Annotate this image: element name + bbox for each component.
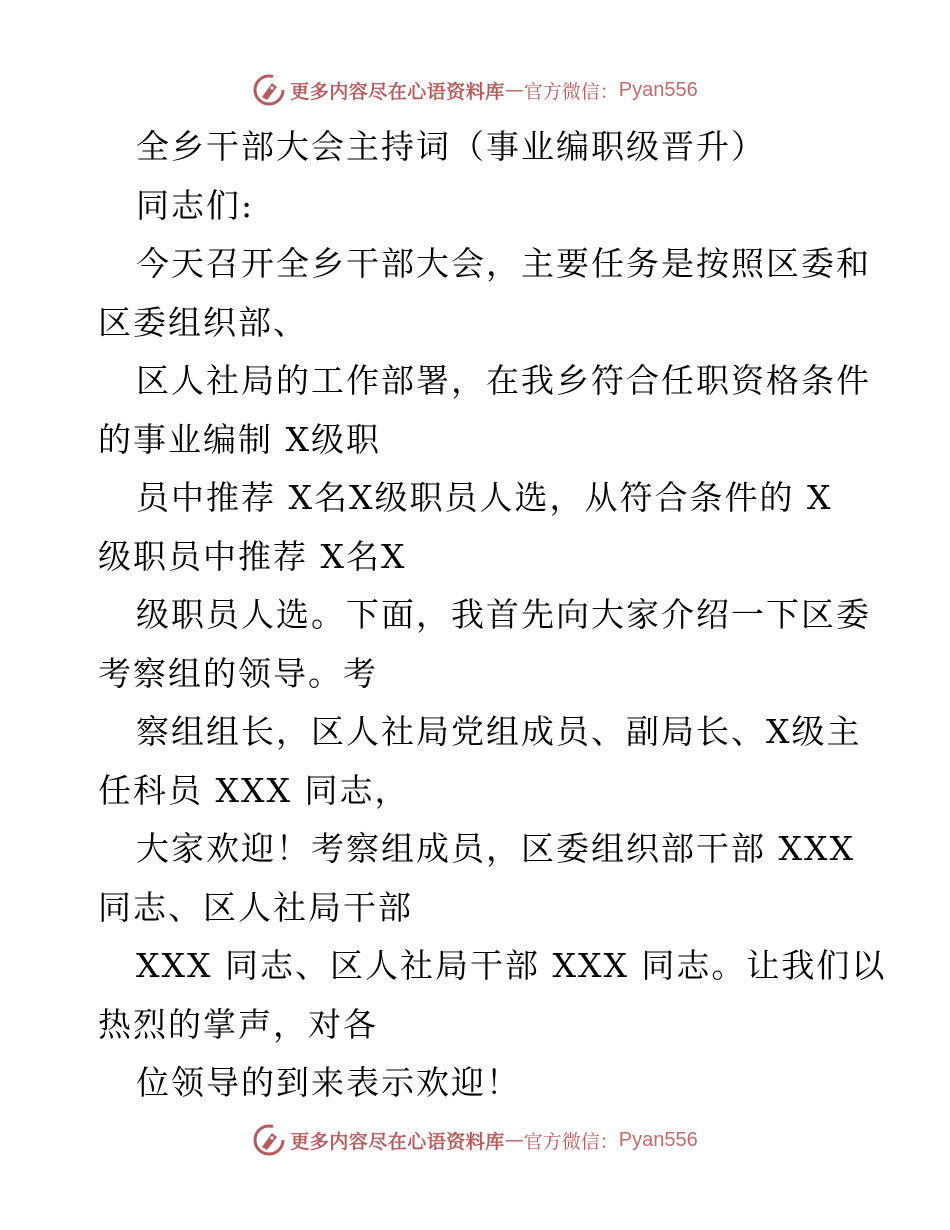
paragraph-line: 位领导的到来表示欢迎！ — [136, 1063, 521, 1102]
paragraph-line: 的事业编制 X级职 — [98, 419, 381, 459]
paragraph-line: 热烈的掌声，对各 — [98, 1004, 378, 1044]
paragraph-line: XXX 同志、区人社局干部 XXX 同志。让我们以 — [136, 946, 887, 985]
watermark-text: 更多内容尽在心语资料库 — [290, 1130, 505, 1153]
paragraph-line: 员中推荐 X名X级职员人选，从符合条件的 X — [136, 478, 833, 517]
watermark-separator: — — [504, 1129, 524, 1151]
paragraph-line: 大家欢迎！考察组成员，区委组织部干部 XXX — [136, 829, 855, 868]
watermark-wechat-label: 官方微信： — [523, 80, 619, 103]
document-lines — [98, 177, 887, 1113]
paragraph-line: 今天召开全乡干部大会，主要任务是按照区委和 — [136, 244, 871, 283]
watermark-wechat-label: 官方微信： — [523, 1130, 619, 1153]
watermark-wechat-id: Pyan556 — [618, 78, 698, 101]
document-body — [98, 118, 887, 1113]
document-title: 全乡干部大会主持词（事业编职级晋升） — [136, 127, 766, 166]
paragraph-line: 区人社局的工作部署，在我乡符合任职资格条件 — [136, 361, 871, 400]
footer-watermark — [0, 1120, 950, 1160]
paragraph-line: 同志、区人社局干部 — [98, 887, 413, 927]
paragraph-line: 考察组的领导。考 — [98, 653, 378, 693]
paragraph-line: 察组组长，区人社局党组成员、副局长、X级主 — [136, 712, 862, 751]
paragraph-line: 级职员中推荐 X名X — [98, 536, 407, 576]
paragraph-line: 任科员 XXX 同志， — [98, 770, 410, 810]
pen-nib-logo-icon — [252, 73, 286, 107]
paragraph-line: 区委组织部、 — [98, 302, 308, 342]
header-watermark — [0, 70, 950, 110]
paragraph-line: 级职员人选。下面，我首先向大家介绍一下区委 — [136, 595, 871, 634]
watermark-wechat-id: Pyan556 — [618, 1128, 698, 1151]
paragraph-line: 同志们: — [136, 185, 255, 225]
pen-nib-logo-icon — [252, 1123, 286, 1157]
watermark-text: 更多内容尽在心语资料库 — [290, 80, 505, 103]
watermark-separator: — — [504, 79, 524, 101]
